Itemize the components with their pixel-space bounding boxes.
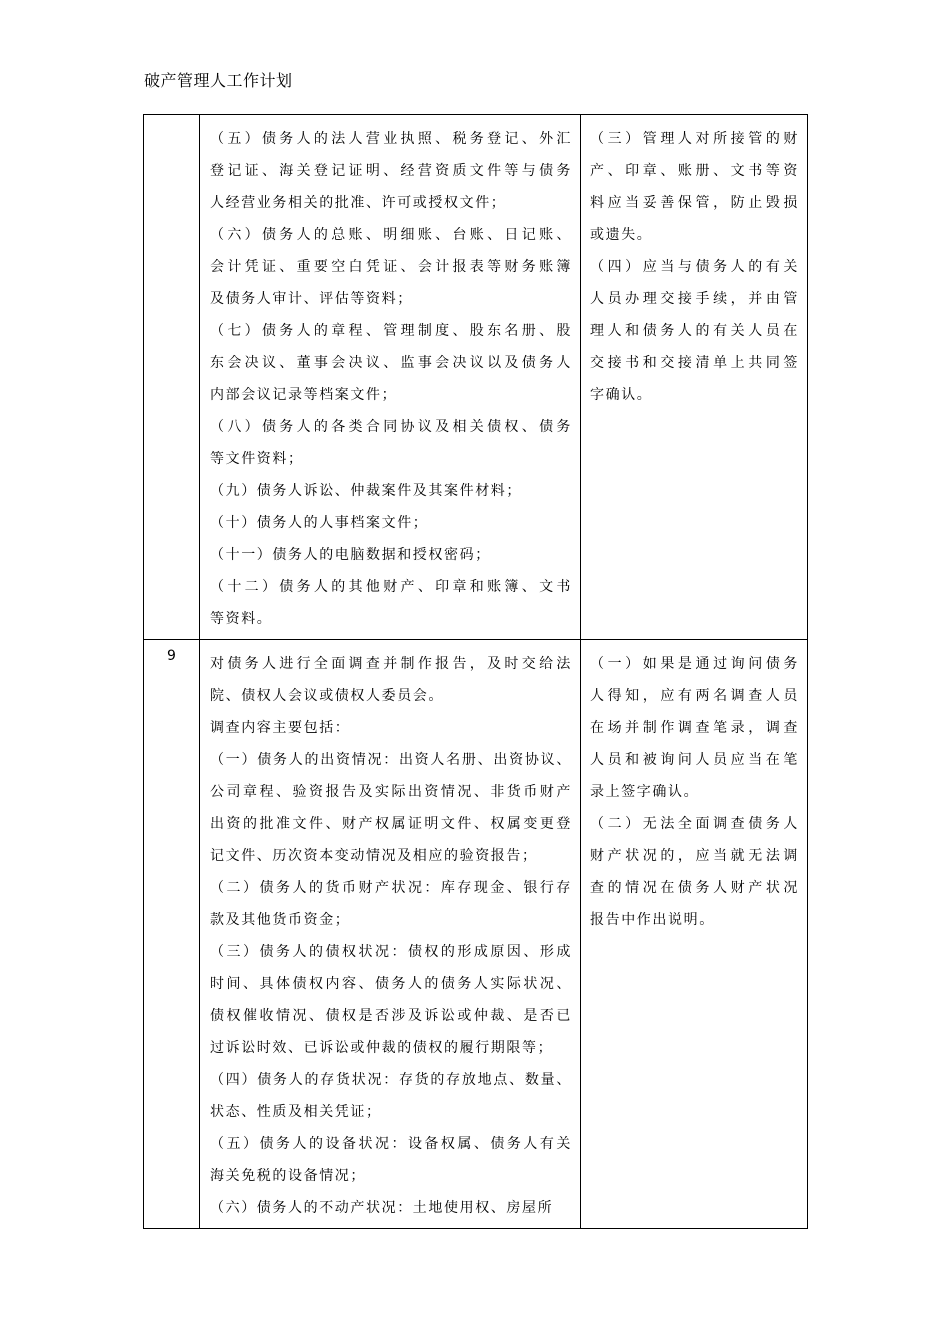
note-line: 料应当妥善保管，防止毁损 bbox=[590, 195, 799, 211]
content-line: （三）债务人的债权状况：债权的形成原因、形成 bbox=[210, 944, 572, 960]
note-line: 报告中作出说明。 bbox=[590, 912, 715, 928]
content-line: （二）债务人的货币财产状况：库存现金、银行存 bbox=[210, 880, 572, 896]
note-line: 人得知，应有两名调查人员 bbox=[590, 688, 799, 704]
content-line: 记文件、历次资本变动情况及相应的验资报告； bbox=[210, 848, 538, 864]
content-line: 登记证、海关登记证明、经营资质文件等与债务 bbox=[210, 163, 572, 179]
content-line: 及债务人审计、评估等资料； bbox=[210, 291, 413, 307]
content-line: （六）债务人的总账、明细账、台账、日记账、 bbox=[210, 227, 572, 243]
content-line: （十二）债务人的其他财产、印章和账簿、文书 bbox=[210, 579, 572, 595]
content-line: 等资料。 bbox=[210, 611, 273, 627]
content-line: 状态、性质及相关凭证； bbox=[210, 1104, 382, 1120]
table-row bbox=[144, 115, 808, 640]
note-line: 人员办理交接手续，并由管 bbox=[590, 291, 799, 307]
content-line: （五）债务人的设备状况：设备权属、债务人有关 bbox=[210, 1136, 572, 1152]
note-line: 产、印章、账册、文书等资 bbox=[590, 163, 799, 179]
work-plan-table bbox=[143, 114, 808, 1229]
note-line: 查的情况在债务人财产状况 bbox=[590, 880, 799, 896]
content-line: （十）债务人的人事档案文件； bbox=[210, 515, 429, 531]
content-line: 款及其他货币资金； bbox=[210, 912, 351, 928]
note-line: （二）无法全面调查债务人 bbox=[590, 816, 799, 832]
content-line: （七）债务人的章程、管理制度、股东名册、股 bbox=[210, 323, 572, 339]
content-line: 会计凭证、重要空白凭证、会计报表等财务账簿 bbox=[210, 259, 572, 275]
content-line: 东会决议、董事会决议、监事会决议以及债务人 bbox=[210, 355, 572, 371]
notes-cell bbox=[581, 640, 808, 1229]
work-content-cell bbox=[200, 640, 581, 1229]
content-line: 出资的批准文件、财产权属证明文件、权属变更登 bbox=[210, 816, 572, 832]
note-line: 财产状况的，应当就无法调 bbox=[590, 848, 799, 864]
note-line: 在场并制作调查笔录，调查 bbox=[590, 720, 799, 736]
row-number-cell: 9 bbox=[144, 640, 200, 1229]
row-number-cell bbox=[144, 115, 200, 640]
note-line: 交接书和交接清单上共同签 bbox=[590, 355, 799, 371]
content-line: 等文件资料； bbox=[210, 451, 304, 467]
content-line: 海关免税的设备情况； bbox=[210, 1168, 366, 1184]
content-line: 院、债权人会议或债权人委员会。 bbox=[210, 688, 444, 704]
content-line: 对债务人进行全面调查并制作报告，及时交给法 bbox=[210, 656, 572, 672]
content-line: （六）债务人的不动产状况：土地使用权、房屋所 bbox=[210, 1200, 554, 1216]
note-line: 字确认。 bbox=[590, 387, 653, 403]
page-header-title: 破产管理人工作计划 bbox=[144, 71, 293, 90]
content-line: 债权催收情况、债权是否涉及诉讼或仲裁、是否已 bbox=[210, 1008, 572, 1024]
content-line: 过诉讼时效、已诉讼或仲裁的债权的履行期限等； bbox=[210, 1040, 554, 1056]
content-line: 内部会议记录等档案文件； bbox=[210, 387, 398, 403]
content-line: （八）债务人的各类合同协议及相关债权、债务 bbox=[210, 419, 572, 435]
content-line: （五）债务人的法人营业执照、税务登记、外汇 bbox=[210, 131, 572, 147]
note-line: （三）管理人对所接管的财 bbox=[590, 131, 799, 147]
content-line: 调查内容主要包括： bbox=[210, 720, 351, 736]
note-line: （一）如果是通过询问债务 bbox=[590, 656, 799, 672]
content-line: 人经营业务相关的批准、许可或授权文件； bbox=[210, 195, 507, 211]
note-line: （四）应当与债务人的有关 bbox=[590, 259, 799, 275]
notes-cell bbox=[581, 115, 808, 640]
table-row bbox=[144, 640, 808, 1229]
note-line: 理人和债务人的有关人员在 bbox=[590, 323, 799, 339]
note-line: 或遗失。 bbox=[590, 227, 653, 243]
content-line: （十一）债务人的电脑数据和授权密码； bbox=[210, 547, 491, 563]
content-line: 时间、具体债权内容、债务人的债务人实际状况、 bbox=[210, 976, 572, 992]
content-line: 公司章程、验资报告及实际出资情况、非货币财产 bbox=[210, 784, 572, 800]
note-line: 人员和被询问人员应当在笔 bbox=[590, 752, 799, 768]
work-content-cell bbox=[200, 115, 581, 640]
content-line: （一）债务人的出资情况：出资人名册、出资协议、 bbox=[210, 752, 572, 768]
note-line: 录上签字确认。 bbox=[590, 784, 700, 800]
content-line: （九）债务人诉讼、仲裁案件及其案件材料； bbox=[210, 483, 522, 499]
content-line: （四）债务人的存货状况：存货的存放地点、数量、 bbox=[210, 1072, 572, 1088]
